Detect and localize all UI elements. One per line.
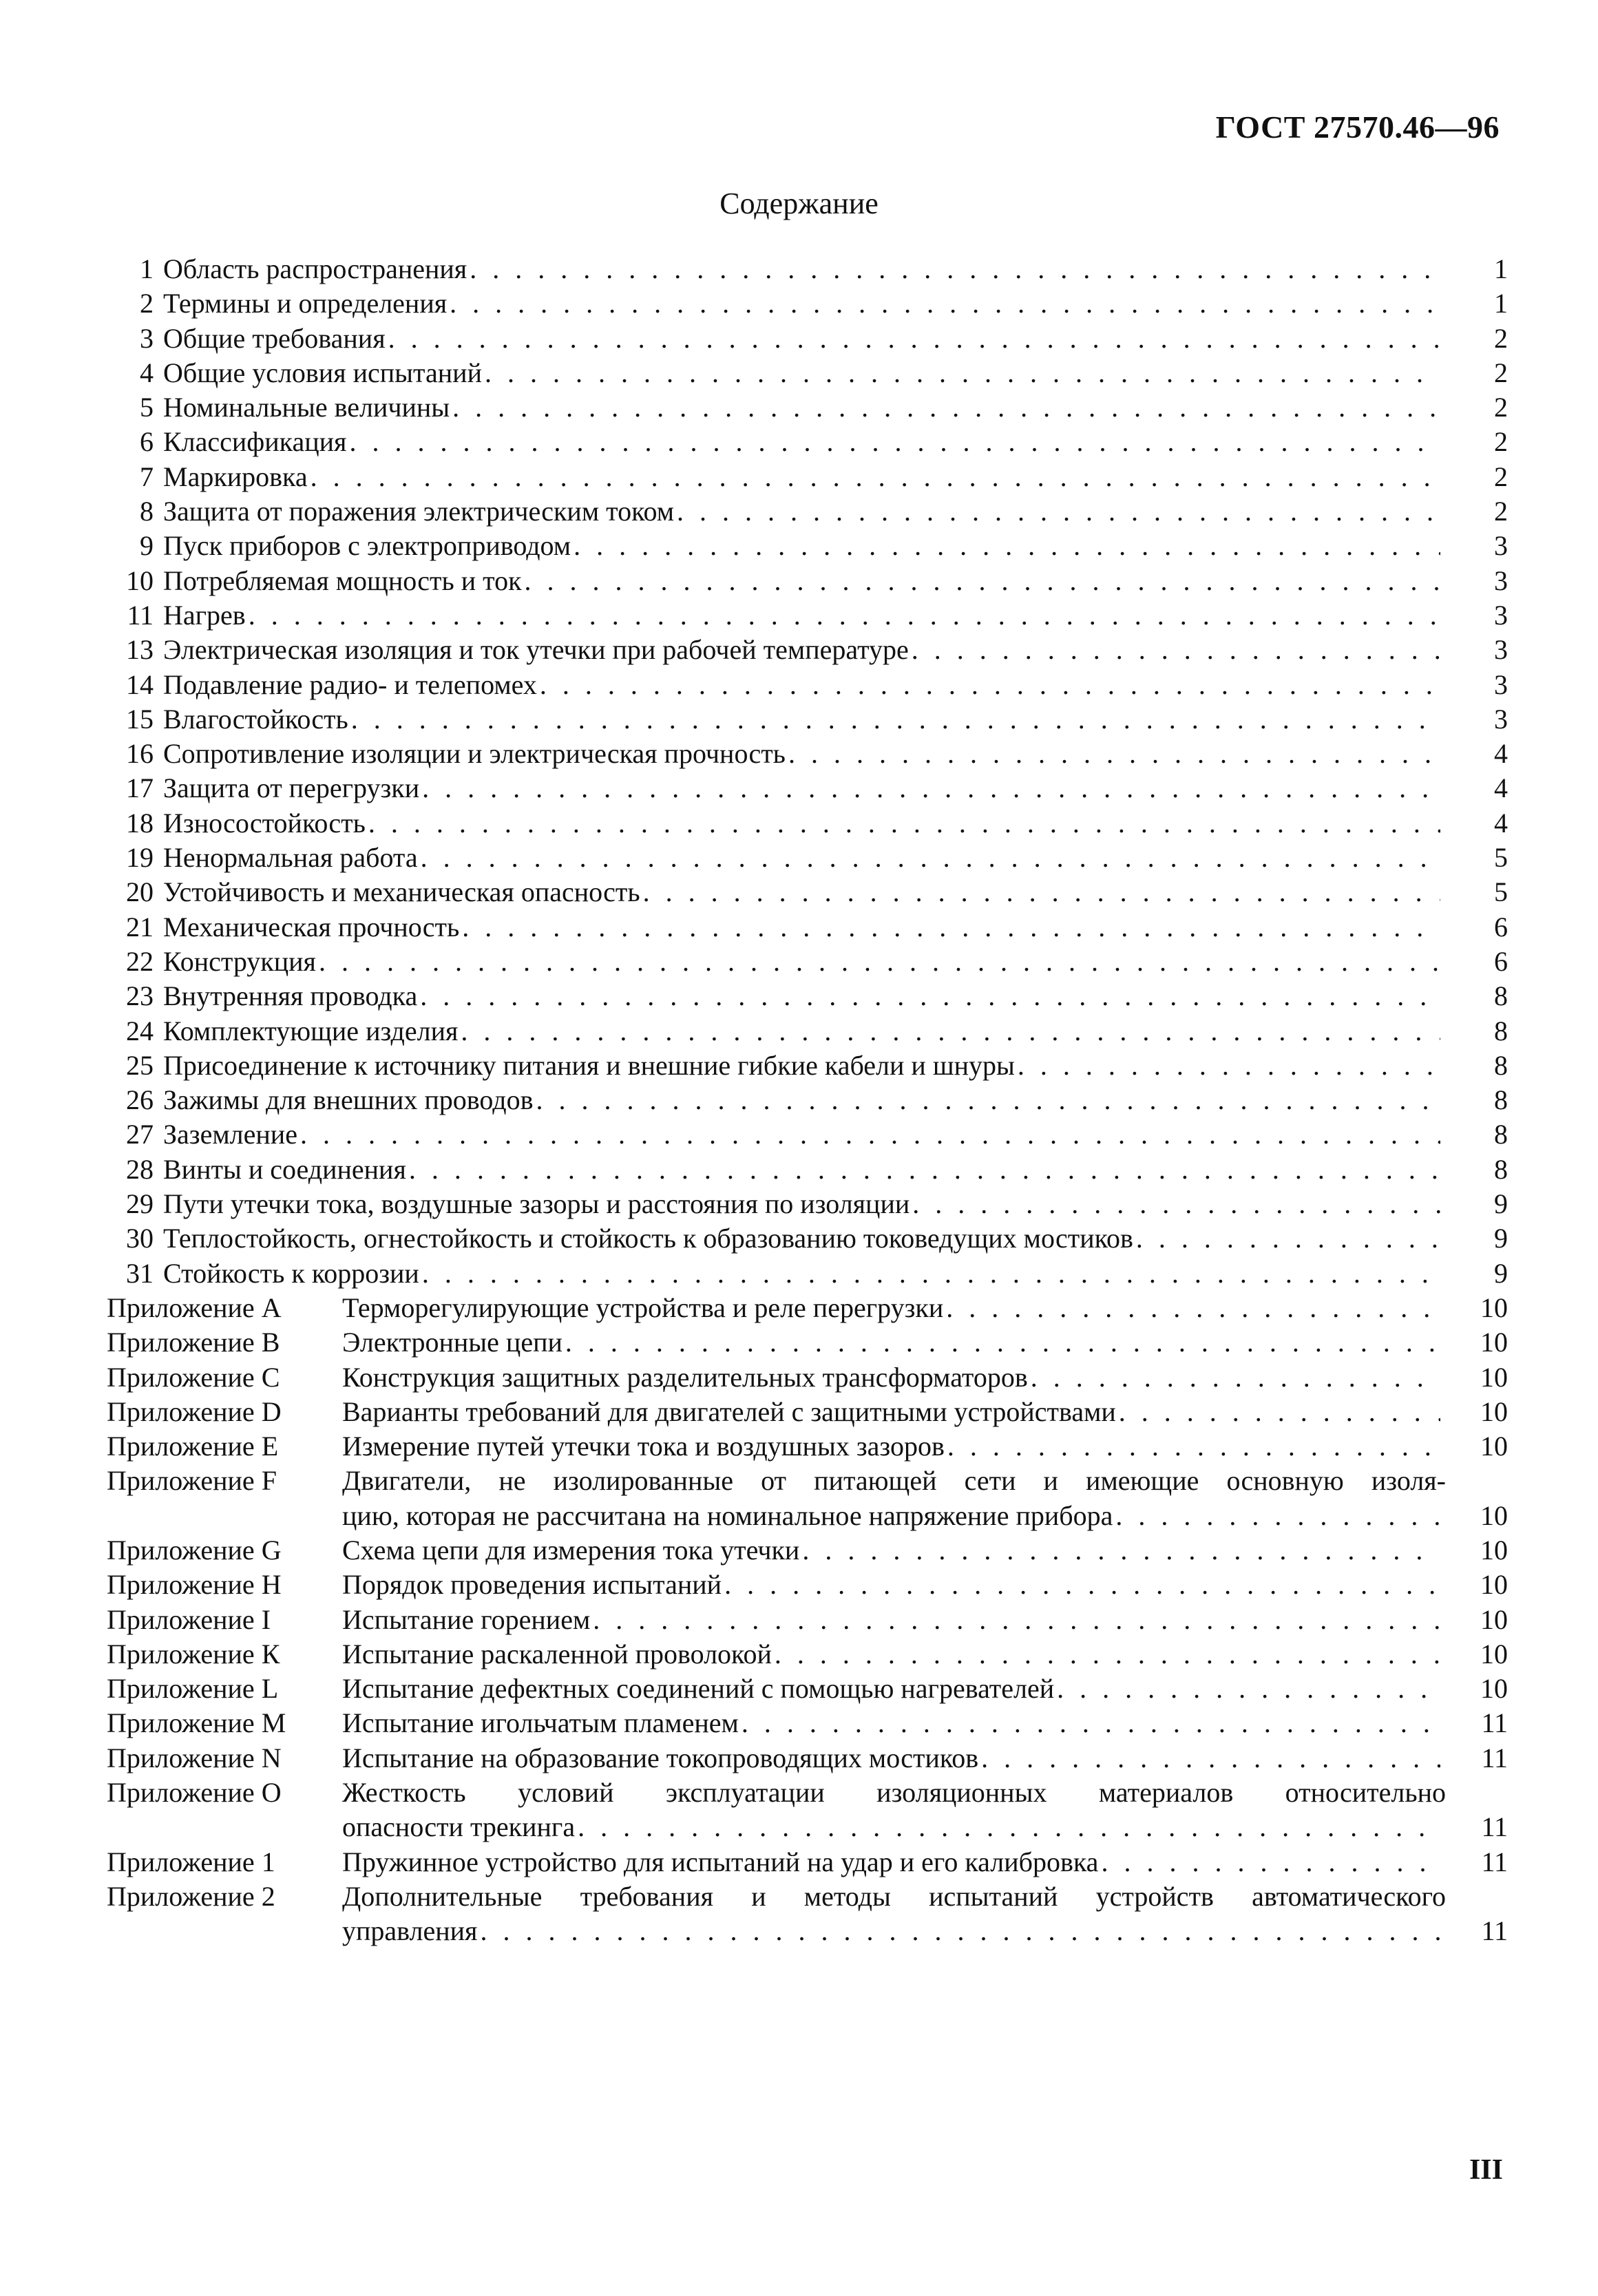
dot-leader bbox=[461, 1014, 1440, 1049]
entry-title-wrap bbox=[342, 1810, 1446, 1844]
section-title: Номинальные величины bbox=[163, 392, 450, 423]
toc-entry[interactable] bbox=[107, 1395, 1508, 1429]
appendix-label: Приложение D bbox=[107, 1395, 282, 1427]
section-title: Конструкция bbox=[163, 945, 316, 977]
section-page: 2 bbox=[1494, 392, 1508, 423]
toc-entry[interactable] bbox=[107, 1117, 1508, 1152]
appendix-page: 10 bbox=[1480, 1431, 1508, 1462]
section-page: 3 bbox=[1494, 668, 1508, 700]
toc-entry[interactable] bbox=[107, 1879, 1508, 1914]
appendix-label: Приложение С bbox=[107, 1361, 280, 1393]
toc-entry[interactable] bbox=[107, 1706, 1508, 1740]
entry-title-wrap bbox=[163, 841, 1446, 875]
section-page: 9 bbox=[1494, 1223, 1508, 1254]
section-title: Подавление радио- и телепомех bbox=[163, 668, 537, 700]
section-title: Классификация bbox=[163, 426, 347, 458]
section-page: 5 bbox=[1494, 842, 1508, 874]
section-number: 9 bbox=[140, 530, 154, 562]
entry-title-wrap bbox=[163, 390, 1446, 425]
section-number: 22 bbox=[126, 945, 154, 977]
entry-title-wrap bbox=[163, 1256, 1446, 1291]
section-title: Винты и соединения bbox=[163, 1153, 406, 1185]
toc-entry[interactable] bbox=[107, 356, 1508, 390]
entry-title-wrap bbox=[163, 286, 1446, 321]
section-number: 5 bbox=[140, 392, 154, 423]
appendix-label: Приложение О bbox=[107, 1777, 282, 1809]
entry-title-wrap bbox=[163, 529, 1446, 563]
dot-leader bbox=[946, 1291, 1440, 1325]
entry-title-wrap bbox=[163, 910, 1446, 945]
toc-entry[interactable] bbox=[107, 1429, 1508, 1464]
dot-leader bbox=[1018, 1049, 1440, 1083]
toc-entry[interactable] bbox=[107, 841, 1508, 875]
appendix-title: Пружинное устройство для испытаний на удар и его калибровка bbox=[342, 1846, 1099, 1877]
section-number: 28 bbox=[126, 1153, 154, 1185]
toc-entry[interactable] bbox=[107, 771, 1508, 805]
dot-leader bbox=[578, 1810, 1440, 1844]
toc-entry[interactable] bbox=[107, 1533, 1508, 1568]
appendix-title: Измерение путей утечки тока и воздушных зазоров bbox=[342, 1431, 945, 1462]
section-title: Ненормальная работа bbox=[163, 842, 418, 874]
section-title: Защита от поражения электрическим током bbox=[163, 496, 675, 527]
toc-entry[interactable] bbox=[107, 1083, 1508, 1117]
dot-leader bbox=[593, 1603, 1440, 1637]
appendix-title-continued: опасности трекинга bbox=[342, 1811, 576, 1843]
appendix-page: 10 bbox=[1480, 1327, 1508, 1358]
dot-leader bbox=[574, 529, 1440, 563]
entry-title-wrap bbox=[163, 633, 1446, 667]
section-title: Сопротивление изоляции и электрическая прочность bbox=[163, 738, 786, 770]
section-number: 17 bbox=[126, 772, 154, 804]
appendix-label: Приложение 1 bbox=[107, 1846, 275, 1877]
section-number: 7 bbox=[140, 461, 154, 492]
entry-title-wrap bbox=[163, 668, 1446, 702]
dot-leader bbox=[409, 1152, 1440, 1187]
section-number: 15 bbox=[126, 703, 154, 735]
section-number: 2 bbox=[140, 288, 154, 319]
dot-leader bbox=[912, 1187, 1440, 1221]
dot-leader bbox=[981, 1741, 1440, 1776]
appendix-label: Приложение G bbox=[107, 1534, 282, 1566]
appendix-page: 10 bbox=[1480, 1361, 1508, 1393]
appendix-title-continued: цию, которая не рассчитана на номинальное напряжение прибора bbox=[342, 1499, 1113, 1531]
appendix-title: Варианты требований для двигателей с защитными устройствами bbox=[342, 1395, 1116, 1427]
toc-entry[interactable] bbox=[107, 1221, 1508, 1256]
dot-leader bbox=[677, 494, 1440, 529]
dot-leader bbox=[1115, 1499, 1440, 1533]
toc-entry-continuation bbox=[107, 1810, 1508, 1844]
section-number: 4 bbox=[140, 357, 154, 388]
appendix-label: Приложение 2 bbox=[107, 1880, 275, 1912]
entry-title-wrap bbox=[342, 1568, 1446, 1602]
section-page: 8 bbox=[1494, 1084, 1508, 1116]
dot-leader bbox=[388, 322, 1440, 356]
dot-leader bbox=[540, 668, 1440, 702]
entry-title-wrap bbox=[342, 1776, 1446, 1810]
section-page: 1 bbox=[1494, 253, 1508, 284]
dot-leader bbox=[351, 702, 1440, 737]
section-number: 3 bbox=[140, 322, 154, 354]
section-page: 2 bbox=[1494, 461, 1508, 492]
entry-title-wrap bbox=[163, 1014, 1446, 1049]
section-page: 1 bbox=[1494, 288, 1508, 319]
appendix-title: Дополнительные требования и методы испытаний устройств автоматического bbox=[342, 1880, 1446, 1912]
toc-entry[interactable] bbox=[107, 390, 1508, 425]
section-number: 13 bbox=[126, 634, 154, 666]
appendix-title: Испытание игольчатым пламенем bbox=[342, 1707, 739, 1739]
appendix-label: Приложение F bbox=[107, 1465, 277, 1497]
appendix-page: 11 bbox=[1481, 1811, 1508, 1843]
appendix-title: Жесткость условий эксплуатации изоляционных материалов относительно bbox=[342, 1777, 1446, 1809]
toc-entry[interactable] bbox=[107, 1291, 1508, 1325]
appendix-page: 10 bbox=[1480, 1292, 1508, 1323]
section-page: 6 bbox=[1494, 911, 1508, 942]
entry-title-wrap bbox=[342, 1499, 1446, 1533]
entry-title-wrap bbox=[163, 1117, 1446, 1152]
section-page: 3 bbox=[1494, 703, 1508, 735]
section-number: 18 bbox=[126, 807, 154, 839]
section-page: 9 bbox=[1494, 1257, 1508, 1289]
entry-title-wrap bbox=[163, 252, 1446, 286]
section-number: 29 bbox=[126, 1188, 154, 1220]
section-title: Защита от перегрузки bbox=[163, 772, 420, 804]
toc-entry[interactable] bbox=[107, 1256, 1508, 1291]
appendix-label: Приложение К bbox=[107, 1638, 280, 1670]
dot-leader bbox=[300, 1117, 1440, 1152]
section-number: 10 bbox=[126, 565, 154, 596]
appendix-page: 10 bbox=[1480, 1638, 1508, 1670]
dot-leader bbox=[565, 1325, 1440, 1360]
appendix-title: Конструкция защитных разделительных трансформаторов bbox=[342, 1361, 1028, 1393]
appendix-label: Приложение Е bbox=[107, 1431, 279, 1462]
section-number: 24 bbox=[126, 1015, 154, 1046]
toc-entry-continuation bbox=[107, 1499, 1508, 1533]
dot-leader bbox=[462, 910, 1440, 945]
section-page: 8 bbox=[1494, 1049, 1508, 1081]
toc-entry[interactable] bbox=[107, 910, 1508, 945]
toc-entry[interactable] bbox=[107, 1603, 1508, 1637]
toc-entry[interactable] bbox=[107, 633, 1508, 667]
section-title: Область распространения bbox=[163, 253, 467, 284]
entry-title-wrap bbox=[163, 322, 1446, 356]
entry-title-wrap bbox=[163, 771, 1446, 805]
section-title: Стойкость к коррозии bbox=[163, 1257, 419, 1289]
dot-leader bbox=[452, 390, 1440, 425]
section-number: 26 bbox=[126, 1084, 154, 1116]
entry-title-wrap bbox=[342, 1395, 1446, 1429]
entry-title-wrap bbox=[342, 1603, 1446, 1637]
entry-title-wrap bbox=[163, 564, 1446, 598]
toc-entry[interactable] bbox=[107, 1741, 1508, 1776]
toc-entry[interactable] bbox=[107, 875, 1508, 909]
toc-entry[interactable] bbox=[107, 979, 1508, 1013]
section-number: 8 bbox=[140, 496, 154, 527]
section-title: Термины и определения bbox=[163, 288, 448, 319]
entry-title-wrap bbox=[163, 598, 1446, 633]
section-page: 8 bbox=[1494, 1153, 1508, 1185]
toc-entry[interactable] bbox=[107, 668, 1508, 702]
table-of-contents bbox=[107, 252, 1508, 1949]
toc-entry[interactable] bbox=[107, 252, 1508, 286]
section-number: 20 bbox=[126, 876, 154, 908]
toc-entry[interactable] bbox=[107, 564, 1508, 598]
section-page: 3 bbox=[1494, 634, 1508, 666]
section-number: 30 bbox=[126, 1223, 154, 1254]
toc-entry[interactable] bbox=[107, 806, 1508, 841]
section-number: 23 bbox=[126, 980, 154, 1012]
entry-title-wrap bbox=[342, 1672, 1446, 1706]
toc-entry[interactable] bbox=[107, 1568, 1508, 1602]
dot-leader bbox=[249, 598, 1440, 633]
entry-title-wrap bbox=[163, 356, 1446, 390]
entry-title-wrap bbox=[163, 1187, 1446, 1221]
dot-leader bbox=[480, 1914, 1440, 1948]
section-page: 2 bbox=[1494, 426, 1508, 458]
appendix-title: Испытание на образование токопроводящих мостиков bbox=[342, 1742, 979, 1773]
toc-entry[interactable] bbox=[107, 1325, 1508, 1360]
toc-entry[interactable] bbox=[107, 494, 1508, 529]
section-title: Нагрев bbox=[163, 599, 246, 631]
dot-leader bbox=[420, 979, 1440, 1013]
appendix-label: Приложение L bbox=[107, 1673, 279, 1705]
dot-leader bbox=[1057, 1672, 1440, 1706]
document-code: ГОСТ 27570.46—96 bbox=[1215, 109, 1500, 145]
dot-leader bbox=[485, 356, 1440, 390]
section-title: Потребляемая мощность и ток bbox=[163, 565, 522, 596]
section-page: 2 bbox=[1494, 357, 1508, 388]
dot-leader bbox=[1136, 1221, 1440, 1256]
dot-leader bbox=[450, 286, 1440, 321]
dot-leader bbox=[422, 771, 1440, 805]
appendix-page: 11 bbox=[1481, 1707, 1508, 1739]
toc-entry[interactable] bbox=[107, 945, 1508, 979]
entry-title-wrap bbox=[342, 1360, 1446, 1395]
toc-entry-continuation bbox=[107, 1914, 1508, 1948]
section-page: 2 bbox=[1494, 496, 1508, 527]
section-page: 3 bbox=[1494, 599, 1508, 631]
section-page: 4 bbox=[1494, 738, 1508, 770]
toc-entry[interactable] bbox=[107, 702, 1508, 737]
appendix-page: 10 bbox=[1480, 1534, 1508, 1566]
appendix-title: Схема цепи для измерения тока утечки bbox=[342, 1534, 800, 1566]
entry-title-wrap bbox=[342, 1741, 1446, 1776]
section-title: Заземление bbox=[163, 1119, 297, 1150]
appendix-label: Приложение N bbox=[107, 1742, 282, 1773]
toc-entry[interactable] bbox=[107, 1776, 1508, 1810]
appendix-page: 10 bbox=[1480, 1603, 1508, 1635]
section-title: Зажимы для внешних проводов bbox=[163, 1084, 534, 1116]
appendix-page: 10 bbox=[1480, 1499, 1508, 1531]
section-title: Влагостойкость bbox=[163, 703, 348, 735]
toc-entry[interactable] bbox=[107, 1152, 1508, 1187]
dot-leader bbox=[421, 841, 1440, 875]
dot-leader bbox=[775, 1637, 1440, 1672]
section-page: 8 bbox=[1494, 1119, 1508, 1150]
appendix-title: Терморегулирующие устройства и реле перегрузки bbox=[342, 1292, 944, 1323]
appendix-title: Электронные цепи bbox=[342, 1327, 563, 1358]
toc-entry[interactable] bbox=[107, 598, 1508, 633]
entry-title-wrap bbox=[342, 1637, 1446, 1672]
appendix-title: Испытание горением bbox=[342, 1603, 591, 1635]
section-page: 2 bbox=[1494, 322, 1508, 354]
entry-title-wrap bbox=[342, 1706, 1446, 1740]
toc-entry[interactable] bbox=[107, 1049, 1508, 1083]
entry-title-wrap bbox=[163, 494, 1446, 529]
toc-entry[interactable] bbox=[107, 1014, 1508, 1049]
appendix-page: 11 bbox=[1481, 1742, 1508, 1773]
dot-leader bbox=[947, 1429, 1440, 1464]
entry-title-wrap bbox=[163, 737, 1446, 771]
section-title: Общие требования bbox=[163, 322, 386, 354]
dot-leader bbox=[422, 1256, 1440, 1291]
entry-title-wrap bbox=[163, 702, 1446, 737]
entry-title-wrap bbox=[163, 1221, 1446, 1256]
section-page: 3 bbox=[1494, 565, 1508, 596]
toc-entry[interactable] bbox=[107, 1672, 1508, 1706]
toc-entry[interactable] bbox=[107, 1360, 1508, 1395]
appendix-title-continued: управления bbox=[342, 1915, 478, 1947]
appendix-label: Приложение В bbox=[107, 1327, 280, 1358]
section-page: 4 bbox=[1494, 772, 1508, 804]
section-title: Устойчивость и механическая опасность bbox=[163, 876, 640, 908]
section-page: 6 bbox=[1494, 945, 1508, 977]
toc-entry[interactable] bbox=[107, 529, 1508, 563]
dot-leader bbox=[788, 737, 1440, 771]
appendix-page: 10 bbox=[1480, 1673, 1508, 1705]
section-title: Присоединение к источнику питания и внешние гибкие кабели и шнуры bbox=[163, 1049, 1015, 1081]
entry-title-wrap bbox=[163, 460, 1446, 494]
section-title: Пути утечки тока, воздушные зазоры и расстояния по изоляции bbox=[163, 1188, 910, 1220]
section-page: 4 bbox=[1494, 807, 1508, 839]
entry-title-wrap bbox=[163, 1049, 1446, 1083]
section-page: 8 bbox=[1494, 980, 1508, 1012]
section-title: Износостойкость bbox=[163, 807, 366, 839]
entry-title-wrap bbox=[342, 1429, 1446, 1464]
section-page: 9 bbox=[1494, 1188, 1508, 1220]
section-number: 14 bbox=[126, 668, 154, 700]
section-title: Пуск приборов с электроприводом bbox=[163, 530, 571, 562]
toc-entry[interactable] bbox=[107, 737, 1508, 771]
appendix-page: 10 bbox=[1480, 1569, 1508, 1601]
toc-entry[interactable] bbox=[107, 1464, 1508, 1498]
toc-entry[interactable] bbox=[107, 1845, 1508, 1879]
dot-leader bbox=[1119, 1395, 1440, 1429]
appendix-page: 11 bbox=[1481, 1846, 1508, 1877]
section-number: 16 bbox=[126, 738, 154, 770]
appendix-title: Двигатели, не изолированные от питающей сети и имеющие основную изоля- bbox=[342, 1465, 1446, 1497]
appendix-label: Приложение I bbox=[107, 1603, 271, 1635]
dot-leader bbox=[724, 1568, 1440, 1602]
appendix-page: 10 bbox=[1480, 1395, 1508, 1427]
entry-title-wrap bbox=[342, 1845, 1446, 1879]
section-title: Комплектующие изделия bbox=[163, 1015, 459, 1046]
dot-leader bbox=[1031, 1360, 1440, 1395]
section-page: 3 bbox=[1494, 530, 1508, 562]
section-title: Механическая прочность bbox=[163, 911, 460, 942]
appendix-title: Порядок проведения испытаний bbox=[342, 1569, 722, 1601]
section-number: 31 bbox=[126, 1257, 154, 1289]
entry-title-wrap bbox=[342, 1291, 1446, 1325]
entry-title-wrap bbox=[163, 1083, 1446, 1117]
dot-leader bbox=[802, 1533, 1440, 1568]
appendix-page: 11 bbox=[1481, 1915, 1508, 1947]
entry-title-wrap bbox=[163, 945, 1446, 979]
dot-leader bbox=[368, 806, 1440, 841]
toc-entry[interactable] bbox=[107, 1637, 1508, 1672]
entry-title-wrap bbox=[342, 1325, 1446, 1360]
appendix-title: Испытание раскаленной проволокой bbox=[342, 1638, 772, 1670]
toc-entry[interactable] bbox=[107, 322, 1508, 356]
section-number: 21 bbox=[126, 911, 154, 942]
toc-title: Содержание bbox=[719, 187, 879, 220]
dot-leader bbox=[536, 1083, 1441, 1117]
appendix-label: Приложение Н bbox=[107, 1569, 282, 1601]
section-number: 1 bbox=[140, 253, 154, 284]
section-number: 19 bbox=[126, 842, 154, 874]
entry-title-wrap bbox=[342, 1879, 1446, 1914]
section-title: Общие условия испытаний bbox=[163, 357, 482, 388]
section-number: 11 bbox=[127, 599, 154, 631]
section-number: 25 bbox=[126, 1049, 154, 1081]
dot-leader bbox=[1101, 1845, 1440, 1879]
dot-leader bbox=[319, 945, 1440, 979]
appendix-title: Испытание дефектных соединений с помощью нагревателей bbox=[342, 1673, 1055, 1705]
entry-title-wrap bbox=[163, 1152, 1446, 1187]
section-number: 6 bbox=[140, 426, 154, 458]
page-number: III bbox=[1469, 2154, 1503, 2186]
entry-title-wrap bbox=[342, 1533, 1446, 1568]
section-page: 8 bbox=[1494, 1015, 1508, 1046]
section-title: Маркировка bbox=[163, 461, 308, 492]
dot-leader bbox=[742, 1706, 1440, 1740]
toc-entry[interactable] bbox=[107, 425, 1508, 459]
section-title: Внутренняя проводка bbox=[163, 980, 418, 1012]
section-title: Теплостойкость, огнестойкость и стойкость к образованию токоведущих мостиков bbox=[163, 1223, 1133, 1254]
appendix-label: Приложение М bbox=[107, 1707, 286, 1739]
entry-title-wrap bbox=[342, 1464, 1446, 1498]
section-number: 27 bbox=[126, 1119, 154, 1150]
entry-title-wrap bbox=[342, 1914, 1446, 1948]
toc-entry[interactable] bbox=[107, 286, 1508, 321]
section-title: Электрическая изоляция и ток утечки при рабочей температуре bbox=[163, 634, 909, 666]
entry-title-wrap bbox=[163, 806, 1446, 841]
toc-entry[interactable] bbox=[107, 1187, 1508, 1221]
dot-leader bbox=[912, 633, 1440, 667]
entry-title-wrap bbox=[163, 425, 1446, 459]
dot-leader bbox=[525, 564, 1440, 598]
appendix-label: Приложение А bbox=[107, 1292, 282, 1323]
dot-leader bbox=[643, 875, 1440, 909]
dot-leader bbox=[349, 425, 1440, 459]
dot-leader bbox=[311, 460, 1440, 494]
section-page: 5 bbox=[1494, 876, 1508, 908]
entry-title-wrap bbox=[163, 875, 1446, 909]
entry-title-wrap bbox=[163, 979, 1446, 1013]
toc-entry[interactable] bbox=[107, 460, 1508, 494]
dot-leader bbox=[470, 252, 1440, 286]
